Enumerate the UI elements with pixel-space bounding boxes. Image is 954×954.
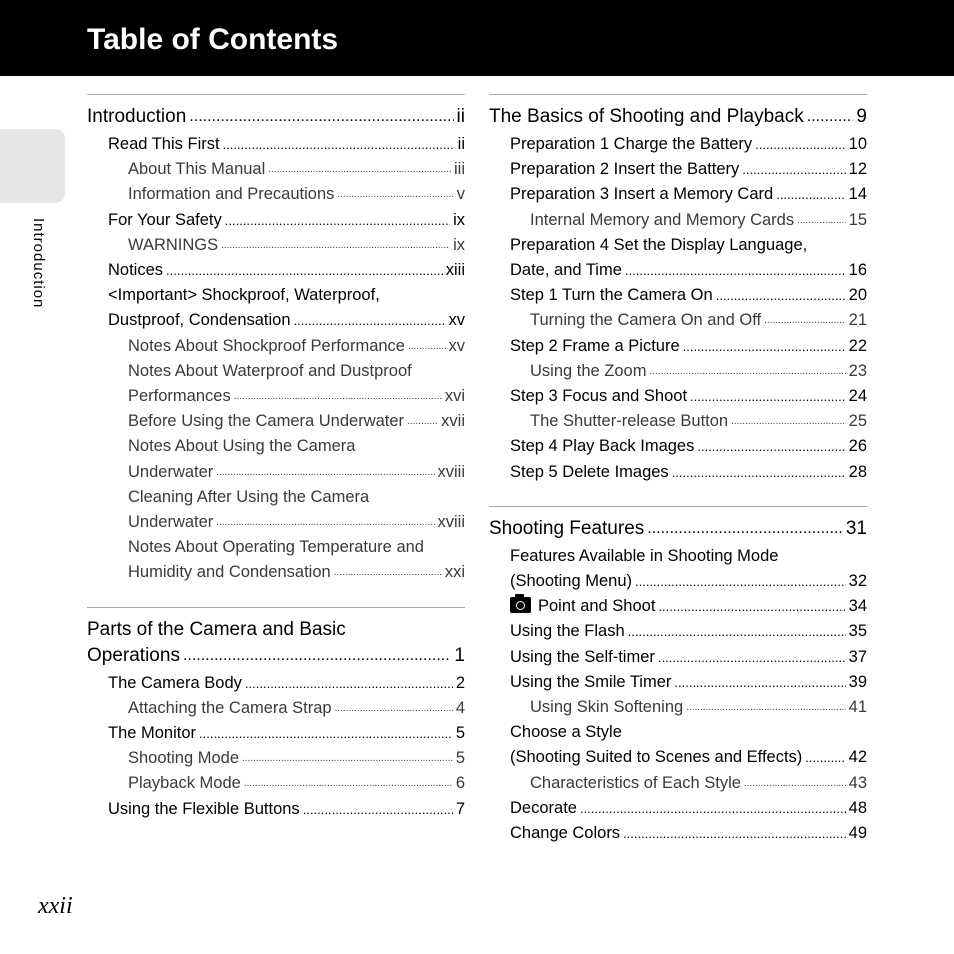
toc-entry-page: 5 <box>455 749 465 768</box>
dot-leader <box>635 569 846 594</box>
toc-entry-page: 12 <box>848 160 867 179</box>
toc-entry-title: Preparation 1 Charge the Battery <box>510 135 753 153</box>
toc-entry-page: 43 <box>848 773 867 792</box>
toc-entry-title: Step 1 Turn the Camera On <box>510 286 713 305</box>
toc-entry-page: 16 <box>848 261 867 280</box>
toc-entry-page: xxi <box>444 563 465 582</box>
toc-entry-shockproof[interactable] <box>87 334 465 359</box>
dot-leader <box>628 619 846 644</box>
toc-entry-page: 1 <box>454 644 465 666</box>
toc-entry-features[interactable] <box>489 569 867 594</box>
toc-entry-page: ii <box>456 106 465 127</box>
dot-leader <box>755 132 845 157</box>
toc-entry-title: Information and Precautions <box>128 185 335 204</box>
toc-entry-page: 25 <box>848 412 867 431</box>
toc-entry-playback-mode[interactable] <box>87 771 465 796</box>
toc-entry-title: Using the Self-timer <box>510 647 655 666</box>
toc-entry-title: Dustproof, Condensation <box>108 311 291 330</box>
dot-leader <box>658 645 846 670</box>
dot-leader <box>797 208 846 233</box>
toc-entry-title: Decorate <box>510 798 577 817</box>
toc-entry-self-timer[interactable] <box>489 645 867 670</box>
toc-entry-title: Using Skin Softening <box>530 698 684 717</box>
dot-leader <box>242 746 453 771</box>
toc-entry-waterproof-line1[interactable]: Notes About Waterproof and Dustproof <box>128 361 412 380</box>
toc-entry-title: Read This First <box>108 135 220 153</box>
toc-entry-using-underwater-line1[interactable]: Notes About Using the Camera <box>128 437 356 456</box>
toc-entry-page: ii <box>457 135 465 153</box>
toc-entry-parts-line1[interactable]: Parts of the Camera and Basic <box>87 618 346 640</box>
toc-entry-title: Step 4 Play Back Images <box>510 437 695 456</box>
dot-leader <box>716 283 846 308</box>
toc-entry-title: Using the Flash <box>510 622 625 641</box>
dot-leader <box>776 182 845 207</box>
toc-entry-step1[interactable] <box>489 283 867 308</box>
toc-entry-page: 24 <box>848 387 867 406</box>
dot-leader <box>690 384 846 409</box>
toc-entry-waterproof[interactable] <box>87 384 465 409</box>
dot-leader <box>166 258 443 283</box>
dot-leader <box>683 334 846 359</box>
toc-entry-title: Using the Flexible Buttons <box>108 799 300 818</box>
toc-entry-flexible-buttons[interactable] <box>87 797 465 822</box>
dot-leader <box>303 797 453 822</box>
toc-entry-page: 15 <box>848 210 867 229</box>
toc-entry-page: 14 <box>848 185 867 204</box>
toc-entry-page: 10 <box>848 135 867 153</box>
toc-entry-title: Before Using the Camera Underwater <box>128 412 405 431</box>
dot-leader <box>672 460 846 485</box>
dot-leader <box>731 409 846 434</box>
toc-entry-important-line1[interactable]: <Important> Shockproof, Waterproof, <box>108 286 380 305</box>
toc-entry-page: ix <box>453 235 465 254</box>
toc-entry-notices[interactable] <box>87 258 465 283</box>
dot-leader <box>580 796 846 821</box>
toc-entry-camera-strap[interactable] <box>87 696 465 721</box>
dot-leader <box>216 510 434 535</box>
dot-leader <box>407 409 438 434</box>
toc-entry-camera-body[interactable] <box>87 671 465 696</box>
toc-entry-title: About This Manual <box>128 160 266 179</box>
toc-entry-title: Using the Smile Timer <box>510 672 672 691</box>
toc-entry-title: Humidity and Condensation <box>128 563 331 582</box>
dot-leader <box>221 233 450 258</box>
dot-leader <box>625 258 846 283</box>
toc-entry-page: 23 <box>848 361 867 380</box>
toc-entry-smile-timer[interactable] <box>489 670 867 695</box>
dot-leader <box>337 182 453 207</box>
toc-entry-shooting-mode[interactable] <box>87 746 465 771</box>
dot-leader <box>764 308 846 333</box>
toc-entry-title: Turning the Camera On and Off <box>530 311 762 330</box>
dot-leader <box>744 771 846 796</box>
toc-entry-title: For Your Safety <box>108 210 222 229</box>
toc-entry-using-underwater[interactable] <box>87 460 465 485</box>
dot-leader <box>742 157 845 182</box>
toc-entry-for-your-safety[interactable] <box>87 208 465 233</box>
dot-leader <box>225 208 450 233</box>
page-header <box>0 0 954 76</box>
toc-entry-title: Date, and Time <box>510 261 622 280</box>
toc-entry-page: 6 <box>455 774 465 793</box>
toc-entry-page: xv <box>448 311 465 330</box>
toc-entry-important[interactable] <box>87 308 465 333</box>
toc-entry-title: (Shooting Menu) <box>510 572 632 591</box>
toc-entry-page: 2 <box>455 673 465 692</box>
toc-entry-decorate[interactable] <box>489 796 867 821</box>
toc-entry-page: 48 <box>848 798 867 817</box>
toc-entry-prep2[interactable] <box>489 157 867 182</box>
dot-leader <box>223 132 455 157</box>
dot-leader <box>294 308 446 333</box>
toc-entry-temperature[interactable] <box>87 560 465 585</box>
dot-leader <box>807 104 854 130</box>
toc-entry-title: Attaching the Camera Strap <box>128 698 332 717</box>
dot-leader <box>335 696 453 721</box>
dot-leader <box>697 434 845 459</box>
chapter-tab-label: Introduction <box>30 218 47 309</box>
toc-left-column <box>87 94 465 822</box>
toc-entry-title: Change Colors <box>510 824 621 843</box>
dot-leader <box>183 643 451 669</box>
dot-leader <box>334 560 442 585</box>
toc-entry-title: Underwater <box>128 513 214 532</box>
toc-entry-page: 37 <box>848 647 867 666</box>
toc-entry-title: Introduction <box>87 106 187 127</box>
toc-entry-title: Step 3 Focus and Shoot <box>510 387 688 406</box>
toc-entry-title: Notices <box>108 261 164 280</box>
toc-entry-title: Underwater <box>128 462 214 481</box>
toc-entry-prep3[interactable] <box>489 182 867 207</box>
dot-leader <box>674 670 845 695</box>
toc-entry-before-underwater[interactable] <box>87 409 465 434</box>
toc-entry-about-this-manual[interactable] <box>87 157 465 182</box>
dot-leader <box>686 695 845 720</box>
toc-entry-title: Notes About Shockproof Performance <box>128 336 405 355</box>
toc-entry-choose-style-line1[interactable]: Choose a Style <box>510 723 622 742</box>
toc-entry-internal-memory[interactable] <box>489 208 867 233</box>
toc-entry-page: xv <box>448 336 465 355</box>
toc-entry-title: Playback Mode <box>128 774 241 793</box>
toc-entry-title: Shooting Features <box>489 517 645 539</box>
toc-entry-title: The Shutter-release Button <box>530 412 729 431</box>
toc-entry-introduction[interactable] <box>87 104 465 130</box>
toc-entry-shutter-button[interactable] <box>489 409 867 434</box>
toc-entry-page: xviii <box>437 462 465 481</box>
toc-section-basics <box>489 94 867 485</box>
dot-leader <box>245 671 453 696</box>
toc-entry-temperature-line1[interactable]: Notes About Operating Temperature and <box>128 538 424 557</box>
toc-entry-page: xviii <box>437 513 465 532</box>
toc-entry-prep4-line1[interactable]: Preparation 4 Set the Display Language, <box>510 235 808 254</box>
toc-entry-page: 26 <box>848 437 867 456</box>
dot-leader <box>408 334 446 359</box>
toc-entry-title: (Shooting Suited to Scenes and Effects) <box>510 748 803 767</box>
toc-section-parts <box>87 607 465 822</box>
toc-entry-basics[interactable] <box>489 104 867 130</box>
toc-entry-page: 49 <box>848 824 867 843</box>
dot-leader <box>623 821 846 846</box>
toc-entry-title: Step 5 Delete Images <box>510 462 669 481</box>
toc-entry-title: Point and Shoot <box>538 597 656 616</box>
toc-entry-title: The Monitor <box>108 724 197 743</box>
toc-section-introduction <box>87 94 465 586</box>
toc-entry-page: 20 <box>848 286 867 305</box>
toc-entry-title: Shooting Mode <box>128 749 239 768</box>
toc-entry-using-zoom[interactable] <box>489 359 867 384</box>
toc-entry-step5[interactable] <box>489 460 867 485</box>
toc-entry-title: Step 2 Frame a Picture <box>510 336 680 355</box>
toc-entry-page: 5 <box>455 724 465 743</box>
toc-entry-page: 4 <box>455 698 465 717</box>
toc-entry-prep1[interactable] <box>489 132 867 157</box>
toc-entry-prep4[interactable] <box>489 258 867 283</box>
dot-leader <box>658 594 845 619</box>
toc-section-shooting-features <box>489 506 867 846</box>
toc-entry-title: Preparation 3 Insert a Memory Card <box>510 185 774 204</box>
dot-leader <box>189 104 453 130</box>
toc-entry-using-flash[interactable] <box>489 619 867 644</box>
toc-entry-title: Using the Zoom <box>530 361 647 380</box>
toc-entry-monitor[interactable] <box>87 721 465 746</box>
toc-entry-step2[interactable] <box>489 334 867 359</box>
toc-entry-page: ix <box>453 210 465 229</box>
toc-entry-page: 9 <box>856 106 867 127</box>
toc-entry-page: xvii <box>441 412 465 431</box>
page-title: Table of Contents <box>87 23 339 56</box>
toc-entry-title: Performances <box>128 387 231 406</box>
dot-leader <box>216 460 434 485</box>
toc-entry-read-this-first[interactable] <box>87 132 465 157</box>
dot-leader <box>199 721 453 746</box>
toc-entry-parts[interactable] <box>87 643 465 669</box>
toc-entry-title: The Camera Body <box>108 673 242 692</box>
toc-entry-turning-on-off[interactable] <box>489 308 867 333</box>
toc-entry-page: xiii <box>445 261 465 280</box>
toc-entry-title: WARNINGS <box>128 235 219 254</box>
toc-entry-information-precautions[interactable] <box>87 182 465 207</box>
dot-leader <box>234 384 442 409</box>
toc-entry-step4[interactable] <box>489 434 867 459</box>
toc-entry-page: iii <box>454 160 465 179</box>
toc-entry-shooting-features[interactable] <box>489 516 867 542</box>
toc-entry-page: 39 <box>848 672 867 691</box>
toc-right-column <box>489 94 867 846</box>
dot-leader <box>244 771 453 796</box>
toc-entry-step3[interactable] <box>489 384 867 409</box>
toc-entry-page: 34 <box>848 597 867 616</box>
dot-leader <box>647 516 843 542</box>
toc-entry-style-characteristics[interactable] <box>489 771 867 796</box>
toc-entry-warnings[interactable] <box>87 233 465 258</box>
dot-leader <box>805 745 845 770</box>
toc-entry-features-line1[interactable]: Features Available in Shooting Mode <box>510 546 779 565</box>
toc-entry-title: Preparation 2 Insert the Battery <box>510 160 740 179</box>
toc-entry-page: v <box>456 185 465 204</box>
toc-entry-change-colors[interactable] <box>489 821 867 846</box>
toc-entry-point-and-shoot[interactable] <box>489 594 867 619</box>
camera-icon <box>510 597 531 613</box>
toc-entry-title: Operations <box>87 644 180 666</box>
toc-entry-page: 42 <box>848 748 867 767</box>
toc-entry-title: Internal Memory and Memory Cards <box>530 210 795 229</box>
toc-entry-cleaning[interactable] <box>87 510 465 535</box>
dot-leader <box>649 359 845 384</box>
toc-entry-page: 32 <box>848 572 867 591</box>
toc-entry-skin-softening[interactable] <box>489 695 867 720</box>
chapter-tab <box>0 129 65 203</box>
toc-entry-page: 41 <box>848 698 867 717</box>
toc-entry-page: 35 <box>848 622 867 641</box>
toc-entry-page: 28 <box>848 462 867 481</box>
toc-entry-title: The Basics of Shooting and Playback <box>489 106 804 127</box>
toc-entry-page: 22 <box>848 336 867 355</box>
toc-entry-cleaning-line1[interactable]: Cleaning After Using the Camera <box>128 487 370 506</box>
toc-entry-page: 31 <box>845 517 867 539</box>
page-number: xxii <box>38 893 73 919</box>
dot-leader <box>268 157 451 182</box>
toc-entry-page: xvi <box>444 387 465 406</box>
toc-entry-page: 21 <box>848 311 867 330</box>
toc-entry-choose-style[interactable] <box>489 745 867 770</box>
toc-entry-page: 7 <box>455 799 465 818</box>
toc-entry-title: Characteristics of Each Style <box>530 773 741 792</box>
